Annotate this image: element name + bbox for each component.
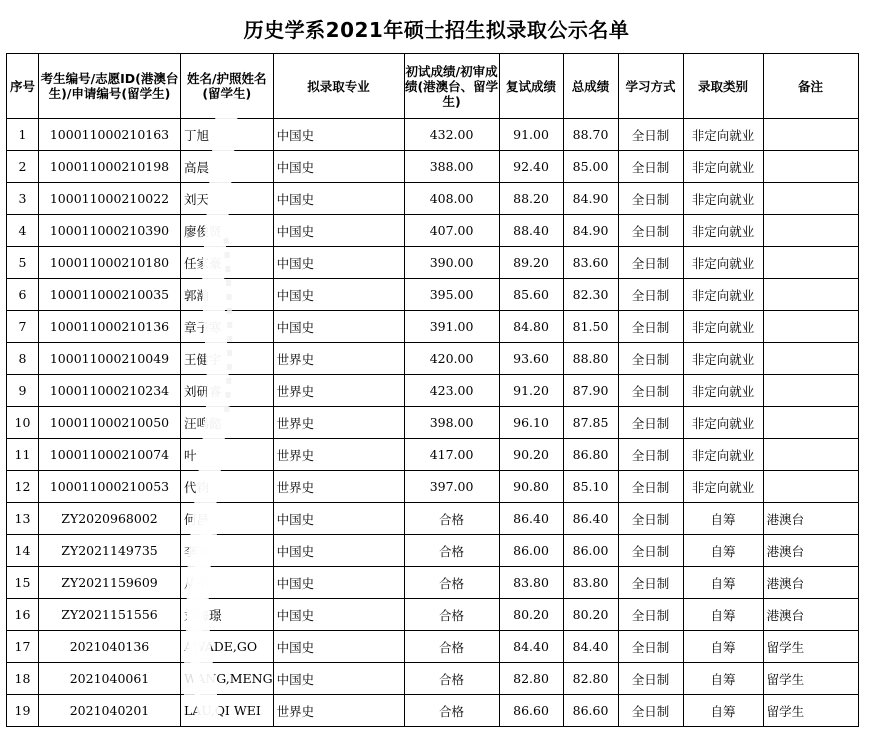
cell-id: 100011000210074	[39, 439, 181, 471]
cell-id: 100011000210022	[39, 183, 181, 215]
cell-mode: 全日制	[618, 471, 683, 503]
cell-note	[763, 407, 858, 439]
cell-category: 非定向就业	[683, 183, 763, 215]
cell-seq: 3	[7, 183, 39, 215]
cell-seq: 10	[7, 407, 39, 439]
cell-prelim: 407.00	[404, 215, 499, 247]
cell-prelim: 432.00	[404, 119, 499, 151]
cell-major: 世界史	[273, 471, 404, 503]
header-major: 拟录取专业	[273, 54, 404, 119]
header-total: 总成绩	[563, 54, 618, 119]
cell-name: 廖俊贤	[181, 215, 274, 247]
cell-seq: 5	[7, 247, 39, 279]
cell-seq: 2	[7, 151, 39, 183]
cell-note: 港澳台	[763, 599, 858, 631]
cell-total: 86.60	[563, 695, 618, 727]
cell-retest: 80.20	[499, 599, 563, 631]
cell-id: 2021040201	[39, 695, 181, 727]
cell-mode: 全日制	[618, 599, 683, 631]
cell-id: 100011000210136	[39, 311, 181, 343]
cell-major: 中国史	[273, 247, 404, 279]
table-row	[7, 279, 859, 311]
cell-retest: 82.80	[499, 663, 563, 695]
cell-retest: 91.20	[499, 375, 563, 407]
table-row	[7, 439, 859, 471]
header-mode: 学习方式	[618, 54, 683, 119]
cell-major: 中国史	[273, 119, 404, 151]
cell-retest: 88.40	[499, 215, 563, 247]
cell-total: 87.90	[563, 375, 618, 407]
cell-category: 非定向就业	[683, 375, 763, 407]
table-row	[7, 599, 859, 631]
table-row	[7, 503, 859, 535]
cell-mode: 全日制	[618, 343, 683, 375]
cell-name: 王健宇	[181, 343, 274, 375]
cell-prelim: 423.00	[404, 375, 499, 407]
cell-major: 世界史	[273, 439, 404, 471]
cell-id: 100011000210035	[39, 279, 181, 311]
cell-retest: 91.00	[499, 119, 563, 151]
page-title: 历史学系2021年硕士招生拟录取公示名单	[243, 18, 630, 42]
cell-mode: 全日制	[618, 183, 683, 215]
table-row	[7, 375, 859, 407]
cell-seq: 16	[7, 599, 39, 631]
cell-total: 86.80	[563, 439, 618, 471]
cell-mode: 全日制	[618, 375, 683, 407]
cell-seq: 13	[7, 503, 39, 535]
cell-prelim: 390.00	[404, 247, 499, 279]
cell-name: 叶	[181, 439, 274, 471]
cell-name: 刘天	[181, 183, 274, 215]
cell-seq: 1	[7, 119, 39, 151]
cell-prelim: 合格	[404, 567, 499, 599]
cell-prelim: 388.00	[404, 151, 499, 183]
cell-seq: 17	[7, 631, 39, 663]
cell-major: 中国史	[273, 599, 404, 631]
cell-seq: 9	[7, 375, 39, 407]
cell-total: 83.60	[563, 247, 618, 279]
cell-mode: 全日制	[618, 439, 683, 471]
cell-note	[763, 151, 858, 183]
cell-total: 83.80	[563, 567, 618, 599]
cell-category: 自筹	[683, 631, 763, 663]
cell-id: ZY2021149735	[39, 535, 181, 567]
cell-seq: 15	[7, 567, 39, 599]
cell-mode: 全日制	[618, 215, 683, 247]
cell-id: ZY2021159609	[39, 567, 181, 599]
cell-mode: 全日制	[618, 247, 683, 279]
cell-category: 非定向就业	[683, 247, 763, 279]
table-row	[7, 151, 859, 183]
cell-major: 世界史	[273, 407, 404, 439]
header-name: 姓名/护照姓名(留学生)	[181, 54, 274, 119]
cell-prelim: 合格	[404, 663, 499, 695]
cell-seq: 14	[7, 535, 39, 567]
cell-mode: 全日制	[618, 503, 683, 535]
cell-note: 港澳台	[763, 503, 858, 535]
header-prelim: 初试成绩/初审成绩(港澳台、留学生)	[404, 54, 499, 119]
header-row	[7, 54, 859, 119]
header-id: 考生编号/志愿ID(港澳台生)/申请编号(留学生)	[39, 54, 181, 119]
cell-retest: 85.60	[499, 279, 563, 311]
table-row	[7, 215, 859, 247]
cell-category: 非定向就业	[683, 311, 763, 343]
table-row	[7, 311, 859, 343]
cell-mode: 全日制	[618, 407, 683, 439]
table-row	[7, 183, 859, 215]
cell-name: 刘研睿	[181, 375, 274, 407]
cell-total: 87.85	[563, 407, 618, 439]
cell-total: 81.50	[563, 311, 618, 343]
cell-note	[763, 471, 858, 503]
cell-major: 中国史	[273, 663, 404, 695]
cell-mode: 全日制	[618, 311, 683, 343]
cell-total: 86.40	[563, 503, 618, 535]
cell-name: 刘海璟	[181, 599, 274, 631]
cell-id: 100011000210053	[39, 471, 181, 503]
cell-note	[763, 247, 858, 279]
cell-name: 丁旭	[181, 119, 274, 151]
cell-retest: 93.60	[499, 343, 563, 375]
cell-name: 从军	[181, 567, 274, 599]
cell-id: 100011000210163	[39, 119, 181, 151]
cell-total: 88.80	[563, 343, 618, 375]
cell-retest: 86.60	[499, 695, 563, 727]
cell-category: 非定向就业	[683, 471, 763, 503]
cell-category: 非定向就业	[683, 151, 763, 183]
cell-major: 中国史	[273, 279, 404, 311]
cell-total: 84.90	[563, 215, 618, 247]
cell-major: 中国史	[273, 215, 404, 247]
cell-prelim: 395.00	[404, 279, 499, 311]
cell-seq: 8	[7, 343, 39, 375]
cell-id: 2021040061	[39, 663, 181, 695]
header-seq: 序号	[7, 54, 39, 119]
cell-mode: 全日制	[618, 535, 683, 567]
cell-note	[763, 119, 858, 151]
cell-name: 章子寒	[181, 311, 274, 343]
cell-prelim: 420.00	[404, 343, 499, 375]
cell-prelim: 398.00	[404, 407, 499, 439]
cell-mode: 全日制	[618, 119, 683, 151]
cell-name: 李静	[181, 535, 274, 567]
cell-major: 世界史	[273, 695, 404, 727]
cell-prelim: 391.00	[404, 311, 499, 343]
cell-mode: 全日制	[618, 663, 683, 695]
cell-category: 非定向就业	[683, 407, 763, 439]
cell-total: 82.80	[563, 663, 618, 695]
cell-retest: 86.40	[499, 503, 563, 535]
cell-prelim: 合格	[404, 503, 499, 535]
cell-note	[763, 375, 858, 407]
cell-seq: 4	[7, 215, 39, 247]
cell-note	[763, 215, 858, 247]
cell-total: 82.30	[563, 279, 618, 311]
cell-retest: 89.20	[499, 247, 563, 279]
cell-total: 86.00	[563, 535, 618, 567]
cell-category: 非定向就业	[683, 119, 763, 151]
cell-major: 中国史	[273, 503, 404, 535]
cell-id: ZY2021151556	[39, 599, 181, 631]
cell-prelim: 合格	[404, 599, 499, 631]
cell-major: 世界史	[273, 375, 404, 407]
cell-seq: 11	[7, 439, 39, 471]
cell-mode: 全日制	[618, 151, 683, 183]
cell-major: 中国史	[273, 151, 404, 183]
cell-total: 85.00	[563, 151, 618, 183]
table-row	[7, 471, 859, 503]
cell-note: 留学生	[763, 663, 858, 695]
cell-category: 自筹	[683, 663, 763, 695]
cell-category: 自筹	[683, 695, 763, 727]
cell-mode: 全日制	[618, 631, 683, 663]
cell-major: 中国史	[273, 535, 404, 567]
table-body	[7, 119, 859, 727]
cell-id: 100011000210390	[39, 215, 181, 247]
cell-name: 郭瀚	[181, 279, 274, 311]
cell-total: 84.40	[563, 631, 618, 663]
cell-major: 中国史	[273, 567, 404, 599]
table-row	[7, 119, 859, 151]
cell-seq: 19	[7, 695, 39, 727]
cell-prelim: 合格	[404, 535, 499, 567]
cell-mode: 全日制	[618, 695, 683, 727]
cell-seq: 12	[7, 471, 39, 503]
cell-total: 88.70	[563, 119, 618, 151]
table-row	[7, 407, 859, 439]
header-retest: 复试成绩	[499, 54, 563, 119]
cell-category: 非定向就业	[683, 343, 763, 375]
cell-retest: 90.20	[499, 439, 563, 471]
cell-prelim: 合格	[404, 631, 499, 663]
cell-name: 任家豪	[181, 247, 274, 279]
cell-category: 自筹	[683, 535, 763, 567]
table-row	[7, 247, 859, 279]
cell-name: 高晨	[181, 151, 274, 183]
table-row	[7, 695, 859, 727]
cell-name: AWADE,GO	[181, 631, 274, 663]
cell-note	[763, 343, 858, 375]
cell-retest: 96.10	[499, 407, 563, 439]
cell-category: 非定向就业	[683, 215, 763, 247]
table-row	[7, 343, 859, 375]
cell-retest: 90.80	[499, 471, 563, 503]
cell-name: 代钧	[181, 471, 274, 503]
admission-table	[6, 53, 859, 727]
cell-major: 中国史	[273, 311, 404, 343]
cell-major: 中国史	[273, 183, 404, 215]
cell-name: WANG,MENG	[181, 663, 274, 695]
table-row	[7, 567, 859, 599]
table-row	[7, 631, 859, 663]
cell-mode: 全日制	[618, 279, 683, 311]
cell-note: 港澳台	[763, 567, 858, 599]
cell-prelim: 397.00	[404, 471, 499, 503]
cell-major: 世界史	[273, 343, 404, 375]
header-note: 备注	[763, 54, 858, 119]
cell-retest: 84.80	[499, 311, 563, 343]
cell-note	[763, 183, 858, 215]
cell-note	[763, 279, 858, 311]
cell-retest: 92.40	[499, 151, 563, 183]
cell-note: 港澳台	[763, 535, 858, 567]
cell-category: 非定向就业	[683, 439, 763, 471]
cell-retest: 86.00	[499, 535, 563, 567]
cell-seq: 6	[7, 279, 39, 311]
cell-category: 自筹	[683, 567, 763, 599]
table-row	[7, 663, 859, 695]
cell-major: 中国史	[273, 631, 404, 663]
cell-mode: 全日制	[618, 567, 683, 599]
header-category: 录取类别	[683, 54, 763, 119]
cell-id: 100011000210198	[39, 151, 181, 183]
cell-retest: 84.40	[499, 631, 563, 663]
cell-note: 留学生	[763, 631, 858, 663]
cell-prelim: 408.00	[404, 183, 499, 215]
cell-category: 自筹	[683, 503, 763, 535]
cell-seq: 7	[7, 311, 39, 343]
cell-id: 100011000210049	[39, 343, 181, 375]
cell-id: 100011000210234	[39, 375, 181, 407]
cell-note: 留学生	[763, 695, 858, 727]
cell-note	[763, 311, 858, 343]
cell-id: 100011000210050	[39, 407, 181, 439]
cell-retest: 88.20	[499, 183, 563, 215]
cell-id: ZY2020968002	[39, 503, 181, 535]
cell-prelim: 417.00	[404, 439, 499, 471]
cell-name: 何昌	[181, 503, 274, 535]
cell-total: 80.20	[563, 599, 618, 631]
cell-seq: 18	[7, 663, 39, 695]
cell-prelim: 合格	[404, 695, 499, 727]
cell-retest: 83.80	[499, 567, 563, 599]
cell-total: 85.10	[563, 471, 618, 503]
cell-id: 100011000210180	[39, 247, 181, 279]
cell-name: LAU,QI WEI	[181, 695, 274, 727]
table-row	[7, 535, 859, 567]
cell-category: 自筹	[683, 599, 763, 631]
cell-id: 2021040136	[39, 631, 181, 663]
cell-note	[763, 439, 858, 471]
cell-category: 非定向就业	[683, 279, 763, 311]
cell-name: 汪鸣懿	[181, 407, 274, 439]
cell-total: 84.90	[563, 183, 618, 215]
